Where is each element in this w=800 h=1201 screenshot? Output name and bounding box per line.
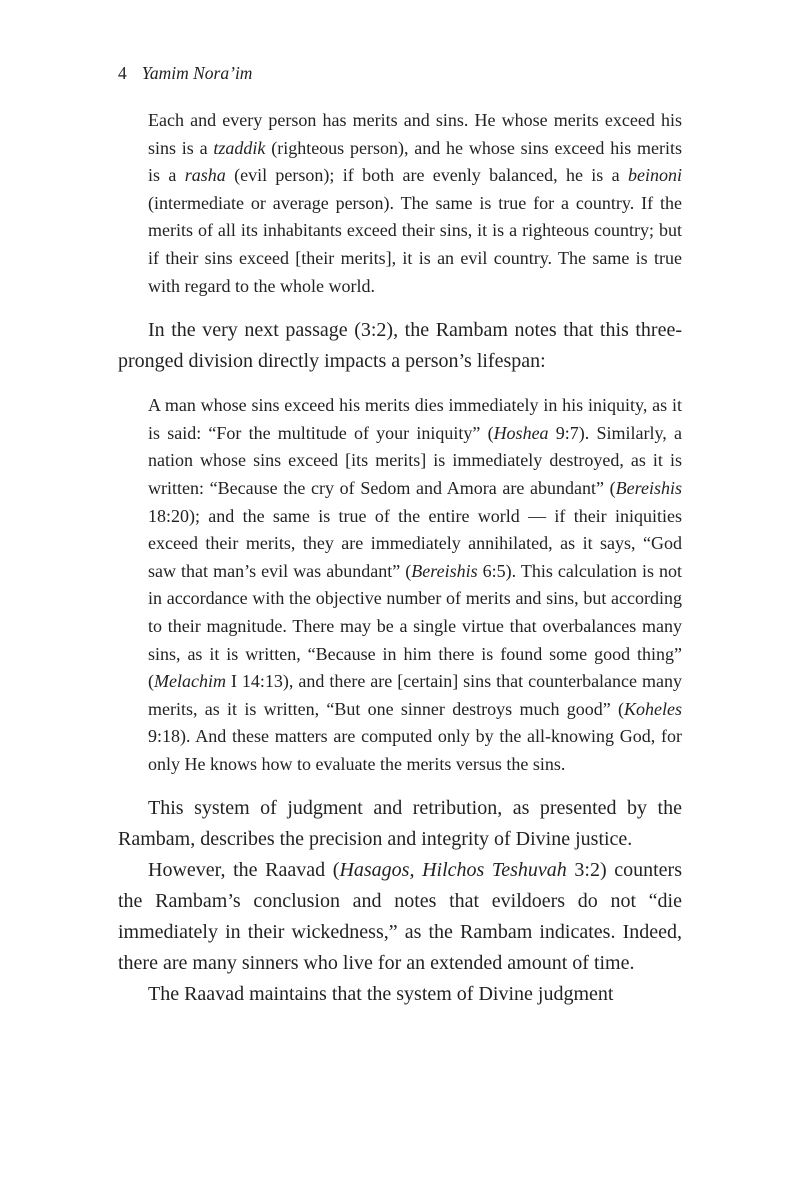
paragraph: However, the Raavad (Hasagos, Hilchos Teshuvah 3:2) counters the Rambam’s conclusion and notes that evildoers do not “die immediately in their wickedness,” as the Rambam indicates. Indeed, there are many sinners who live for an extended amount of time. (118, 859, 682, 975)
paragraph: In the very next passage (3:2), the Rambam notes that this three-pronged division directly impacts a person’s lifespan: (118, 319, 682, 373)
paragraph: The Raavad maintains that the system of Divine judgment (148, 983, 614, 1006)
running-header (118, 62, 682, 84)
blockquote: Each and every person has merits and sins. He whose merits exceed his sins is a tzaddik (righteous person), and he whose sins exceed his merits is a rasha (evil person); if both are evenly balanced, he is a beinoni (intermediate or average person). The same is true for a country. If the merits of all its inhabitants exceed their sins, it is a righteous country; but if their sins exceed [their merits], it is an evil country. The same is true with regard to the whole world. (148, 110, 683, 296)
book-title: Yamim Nora’im (141, 63, 253, 83)
page-number: 4 (118, 63, 127, 83)
paragraph: This system of judgment and retribution, as presented by the Rambam, describes the precision and integrity of Divine justice. (118, 797, 682, 851)
blockquote: A man whose sins exceed his merits dies immediately in his iniquity, as it is said: “For the multitude of your iniquity” (Hoshea 9:7). Similarly, a nation whose sins exceed [its merits] is immediately destroyed, as it is written: “Because the cry of Sedom and Amora are abundant” (Bereishis 18:20); and the same is true of the entire world — if their iniquities exceed their merits, they are immediately annihilated, as it says, “God saw that man’s evil was abundant” (Bereishis 6:5). This calculation is not in accordance with the objective number of merits and sins, but according to their magnitude. There may be a single virtue that overbalances many sins, as it is written, “Because in him there is found some good thing” (Melachim I 14:13), and there are [certain] sins that counterbalance many merits, as it is written, “But one sinner destroys much good” (Koheles 9:18). And these matters are computed only by the all-knowing God, for only He knows how to evaluate the merits versus the sins. (148, 395, 683, 774)
page-body (118, 107, 682, 1010)
